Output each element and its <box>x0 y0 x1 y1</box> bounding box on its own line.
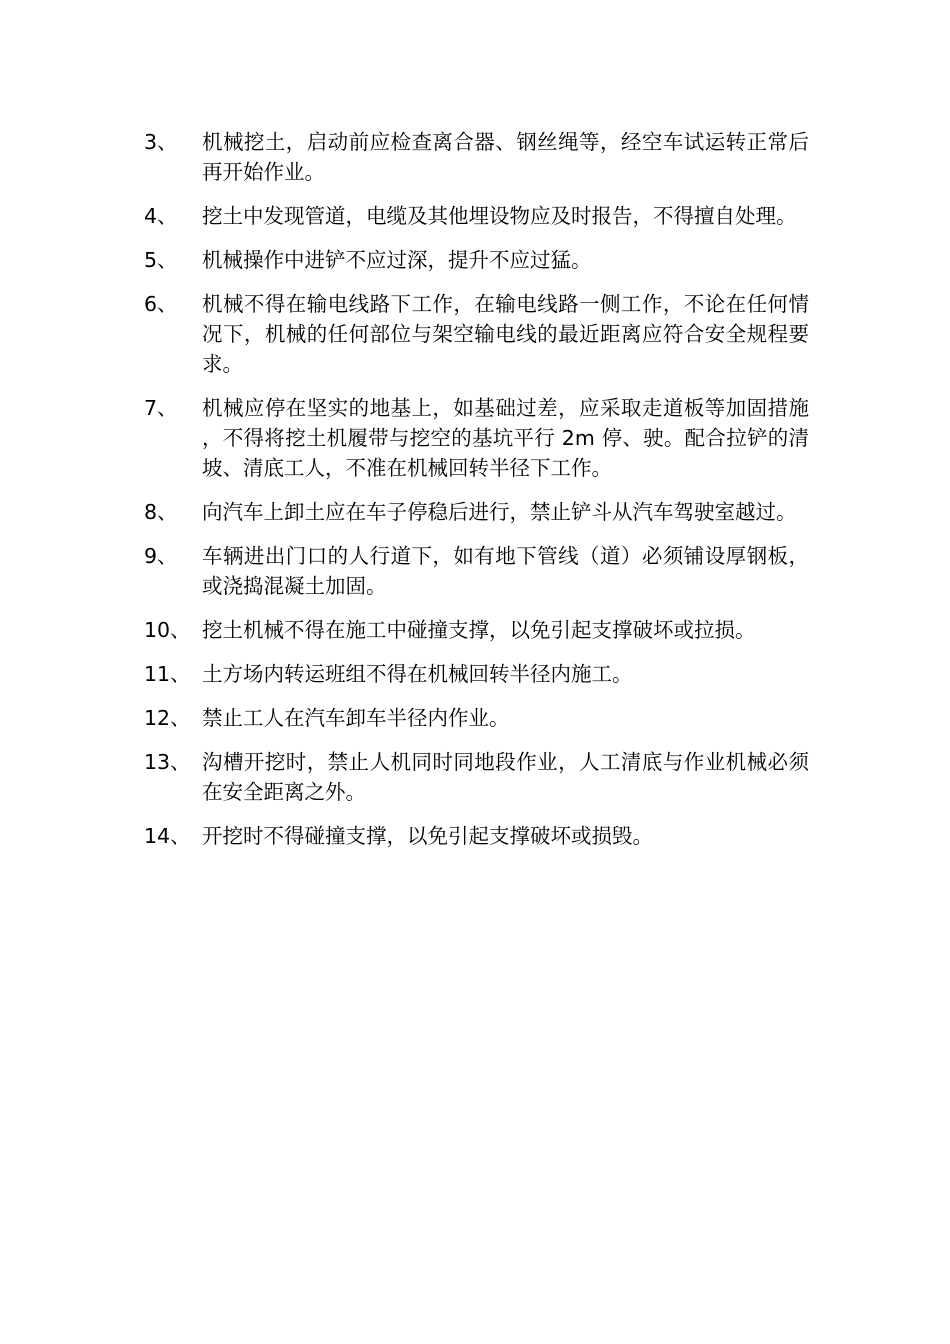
item-number: 5、 <box>144 248 178 272</box>
safety-rules-list <box>144 127 809 865</box>
item-number: 10、 <box>144 618 191 642</box>
item-number: 6、 <box>144 292 178 316</box>
item-text: 沟槽开挖时，禁止人机同时同地段作业，人工清底与作业机械必须在安全距离之外。 <box>202 750 809 804</box>
item-text: 禁止工人在汽车卸车半径内作业。 <box>202 706 510 730</box>
item-text: 向汽车上卸土应在车子停稳后进行，禁止铲斗从汽车驾驶室越过。 <box>202 500 797 524</box>
list-item <box>144 821 809 851</box>
list-item <box>144 703 809 733</box>
item-number: 11、 <box>144 662 191 686</box>
item-number: 4、 <box>144 204 178 228</box>
list-item <box>144 541 809 601</box>
list-item <box>144 659 809 689</box>
item-number: 8、 <box>144 500 178 524</box>
item-number: 13、 <box>144 750 191 774</box>
item-number: 12、 <box>144 706 191 730</box>
item-number: 14、 <box>144 824 191 848</box>
list-item <box>144 497 809 527</box>
list-item <box>144 747 809 807</box>
item-number: 3、 <box>144 130 178 154</box>
item-text: 开挖时不得碰撞支撑，以免引起支撑破坏或损毁。 <box>202 824 653 848</box>
list-item <box>144 245 809 275</box>
item-text: 机械不得在输电线路下工作，在输电线路一侧工作，不论在任何情况下，机械的任何部位与架空输电线的最近距离应符合安全规程要求。 <box>202 292 809 376</box>
item-text: 土方场内转运班组不得在机械回转半径内施工。 <box>202 662 633 686</box>
list-item <box>144 289 809 379</box>
item-text: 车辆进出门口的人行道下，如有地下管线（道）必须铺设厚钢板，或浇捣混凝土加固。 <box>202 544 809 598</box>
item-text: 机械操作中进铲不应过深，提升不应过猛。 <box>202 248 592 272</box>
item-number: 7、 <box>144 396 178 420</box>
list-item <box>144 127 809 187</box>
item-text: 机械应停在坚实的地基上，如基础过差，应采取走道板等加固措施，不得将挖土机履带与挖空的基坑平行 2m 停、驶。配合拉铲的清坡、清底工人，不准在机械回转半径下工作。 <box>202 396 809 480</box>
item-text: 挖土机械不得在施工中碰撞支撑，以免引起支撑破坏或拉损。 <box>202 618 756 642</box>
list-item <box>144 201 809 231</box>
list-item <box>144 393 809 483</box>
item-text: 机械挖土，启动前应检查离合器、钢丝绳等，经空车试运转正常后再开始作业。 <box>202 130 809 184</box>
item-number: 9、 <box>144 544 178 568</box>
list-item <box>144 615 809 645</box>
item-text: 挖土中发现管道，电缆及其他埋设物应及时报告，不得擅自处理。 <box>202 204 797 228</box>
